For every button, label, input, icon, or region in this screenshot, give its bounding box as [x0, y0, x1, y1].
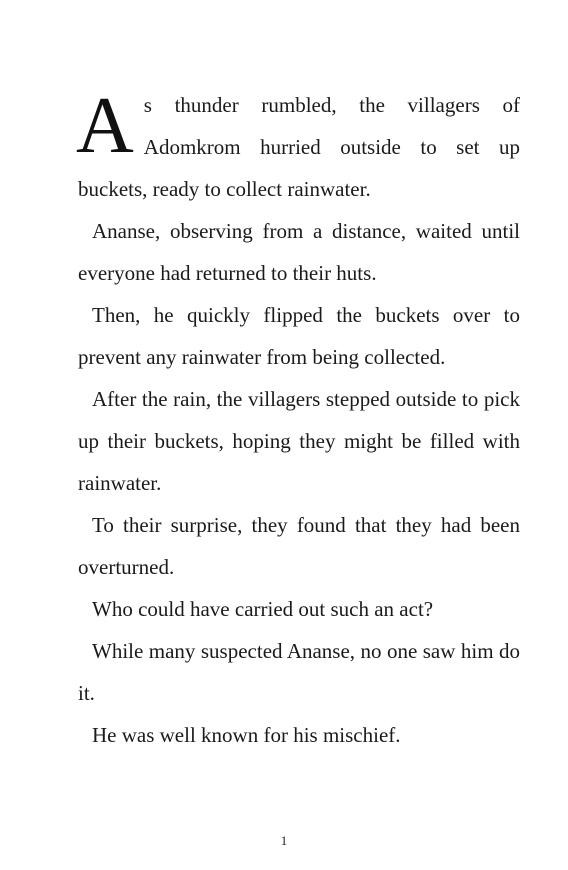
paragraph-1-text: s thunder rumbled, the villagers of Adomkrom hurried outside to set up buckets, ready to collect rainwater.	[78, 93, 520, 201]
paragraph-8: He was well known for his mischief.	[92, 723, 401, 747]
paragraph-1	[78, 84, 520, 210]
paragraph-6: Who could have carried out such an act?	[92, 597, 434, 621]
paragraph-5: To their surprise, they found that they had been overturned.	[78, 513, 520, 579]
paragraph-2: Ananse, observing from a distance, waited until everyone had returned to their huts.	[78, 219, 520, 285]
drop-cap: A	[76, 82, 134, 170]
paragraph-4: After the rain, the villagers stepped outside to pick up their buckets, hoping they might be filled with rainwater.	[78, 387, 520, 495]
story-text	[78, 84, 520, 756]
paragraph-3: Then, he quickly flipped the buckets over to prevent any rainwater from being collected.	[78, 303, 520, 369]
page-number: 1	[280, 833, 288, 848]
paragraph-7: While many suspected Ananse, no one saw him do it.	[78, 639, 520, 705]
